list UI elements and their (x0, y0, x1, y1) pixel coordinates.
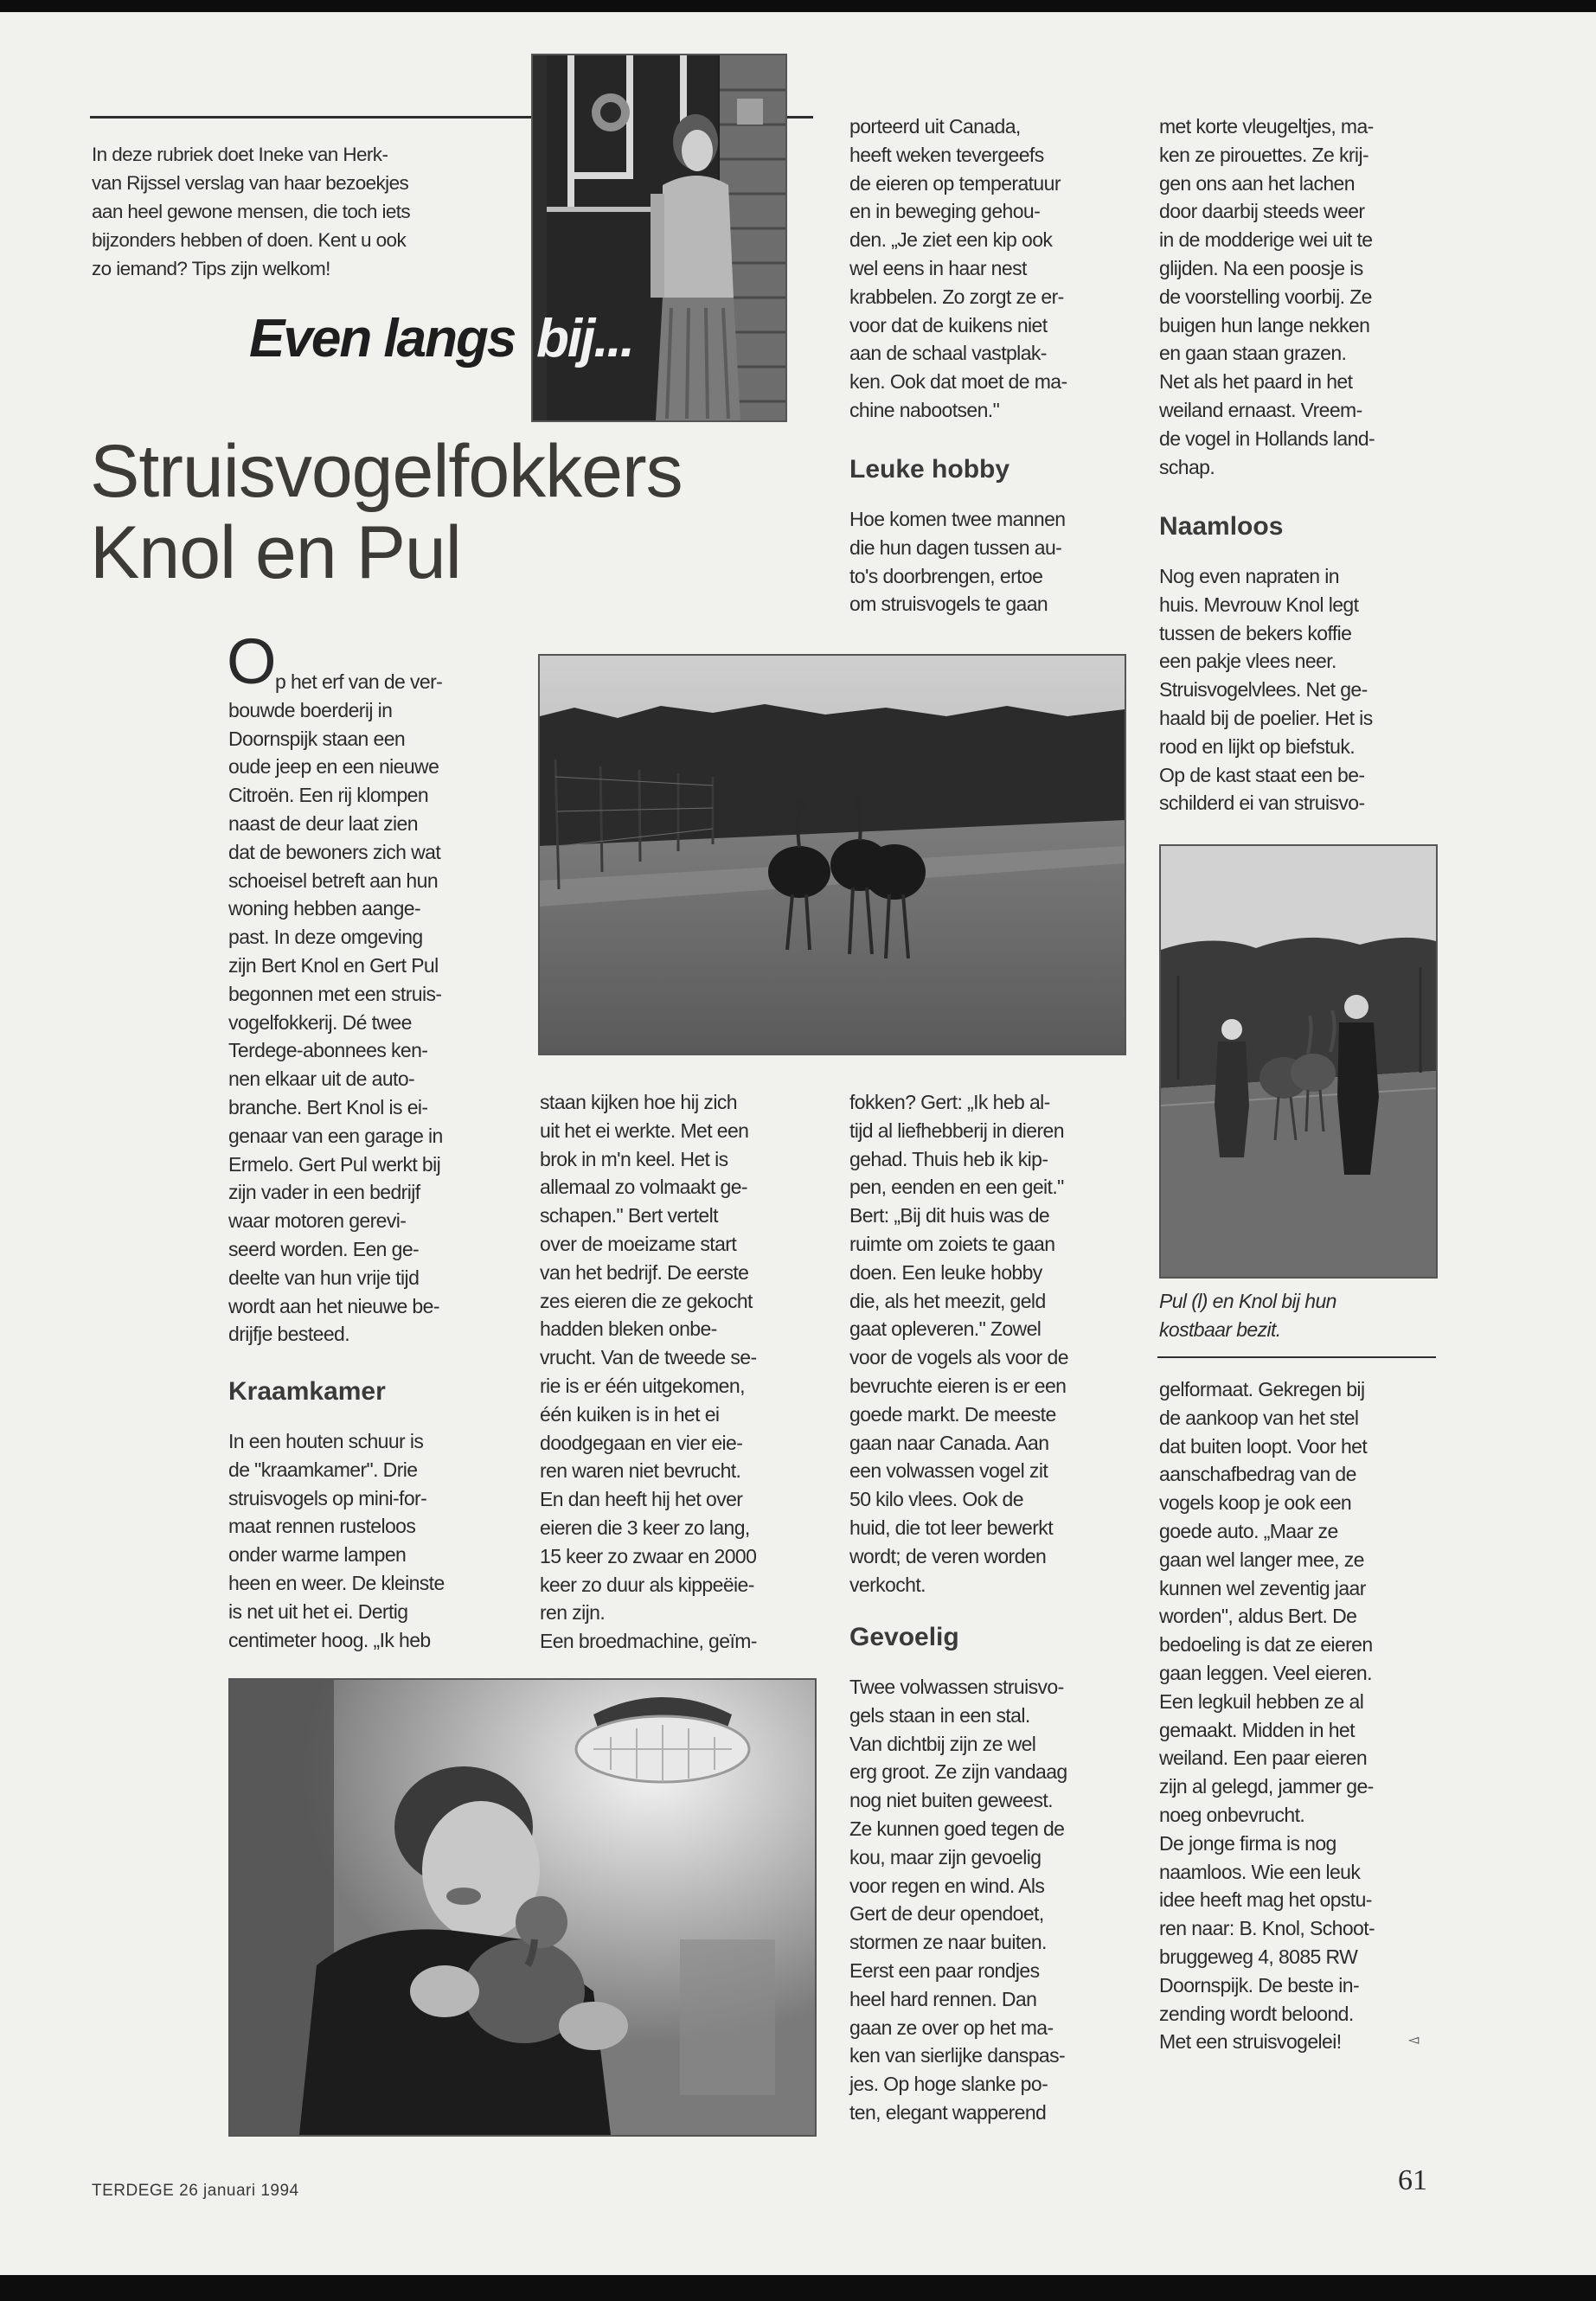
man-with-chick-image (230, 1680, 815, 2135)
article-title (90, 431, 683, 593)
caption-rule (1157, 1356, 1436, 1358)
article-title-line-2: Knol en Pul (90, 511, 461, 594)
column-1-kraamkamer: In een houten schuur is de "kraamkamer". Drie struisvogels op mini-for- maat rennen rusteloos onder warme lampen heen en weer. De kleinste is net uit het ei. Dertig centimeter hoog. „Ik heb (228, 1430, 445, 1651)
rubric-kicker-even-langs: Even langs (249, 309, 516, 369)
ostriches-field-photo (538, 654, 1126, 1055)
column-2-text: staan kijken hoe hij zich uit het ei werkte. Met een brok in m'n keel. Het is allemaal zo volmaakt ge- schapen." Bert vertelt over de moeizame start van het bedrijf. De eerste zes eieren die ze gekocht hadden bleken onbe- vrucht. Van de tweede se- rie is er één uitgekomen, één kuiken is in het ei doodgegaan en vier eie- ren waren niet bevrucht. En dan heeft hij het over eieren die 3 keer zo lang, 15 keer zo zwaar en 2000 keer zo duur als kippeëie- ren zijn. Een broedmachine, geïm- (540, 1091, 757, 1653)
column-1-lead: p het erf van de ver- bouwde boerderij in Doornspijk staan een oude jeep en een nieuwe Citroën. Een rij klompen naast de deur laat zien dat de bewoners zich wat schoeisel betreft aan hun woning hebben aange- past. In deze omgeving zijn Bert Knol en Gert Pul begonnen met een struis- vogelfokkerij. Dé twee Terdege-abonnees ken- nen elkaar uit de auto- branche. Bert Knol is ei- genaar van een garage in Ermelo. Gert Pul werkt bij zijn vader in een bedrijf waar motoren gerevi- seerd worden. Een ge- deelte van hun vrije tijd wordt aan het nieuwe be- drijfje besteed. (228, 670, 443, 1346)
drop-cap: O (227, 625, 277, 697)
man-with-chick-photo (228, 1678, 817, 2137)
page-number: 61 (1398, 2164, 1427, 2196)
author-photo (531, 54, 787, 422)
heading-kraamkamer: Kraamkamer (228, 1377, 386, 1406)
ostriches-field-image (540, 656, 1125, 1054)
article-title-line-1: Struisvogelfokkers (90, 430, 683, 513)
column-4-top: met korte vleugeltjes, ma- ken ze pirouettes. Ze krij- gen ons aan het lachen door daarbij steeds weer in de modderige wei uit te glijden. Na een poosje is de voorstelling voorbij. Ze buigen hun lange nekken en gaan staan grazen. Net als het paard in het weiland ernaast. Vreem- de vogel in Hollands land- schap. (1159, 115, 1375, 478)
rubric-intro: In deze rubriek doet Ineke van Herk- van Rijssel verslag van haar bezoekjes aan heel gewone mensen, die toch iets bijzonders hebben of doen. Kent u ook zo iemand? Tips zijn welkom! (92, 144, 411, 279)
column-4-bottom: gelformaat. Gekregen bij de aankoop van het stel dat buiten loopt. Voor het aanschafbedrag van de vogels koop je ook een goede auto. „Maar ze gaan wel langer mee, ze kunnen wel zeventig jaar worden", aldus Bert. De bedoeling is dat ze eieren gaan leggen. Veel eieren. Een legkuil hebben ze al gemaakt. Midden in het weiland. Een paar eieren zijn al gelegd, jammer ge- noeg onbevrucht. De jonge firma is nog naamloos. Wie een leuk idee heeft mag het opstu- ren naar: B. Knol, Schoot- bruggeweg 4, 8085 RW Doornspijk. De beste in- zending wordt beloond. Met een struisvogelei! (1159, 1378, 1375, 2054)
column-4-naamloos: Nog even napraten in huis. Mevrouw Knol legt tussen de bekers koffie een pakje vlees neer. Struisvogelvlees. Net ge- haald bij de poelier. Het is rood en lijkt op biefstuk. Op de kast staat een be- schilderd ei van struisvo- (1159, 565, 1373, 815)
footer-publication: TERDEGE 26 januari 1994 (92, 2182, 299, 2200)
heading-gevoelig: Gevoelig (849, 1623, 959, 1651)
magazine-page (0, 12, 1596, 2275)
column-3-top: porteerd uit Canada, heeft weken tevergeefs de eieren op temperatuur en in beweging gehou- den. „Je ziet een kip ook wel eens in haar nest krabbelen. Zo zorgt ze er- voor dat de kuikens niet aan de schaal vastplak- ken. Ook dat moet de ma- chine nabootsen." (849, 115, 1067, 421)
end-mark: ◅ (1408, 2033, 1420, 2048)
column-3-gevoelig: Twee volwassen struisvo- gels staan in een stal. Van dichtbij zijn ze wel erg groot. Ze zijn vandaag nog niet buiten geweest. Ze kunnen goed tegen de kou, maar zijn gevoelig voor regen en wind. Als Gert de deur opendoet, stormen ze naar buiten. Eerst een paar rondjes heel hard rennen. Dan gaan ze over op het ma- ken van sierlijke danspas- jes. Op hoge slanke po- ten, elegant wapperend (849, 1676, 1067, 2124)
rubric-kicker-bij: bij... (536, 309, 633, 369)
knol-pul-photo (1159, 844, 1438, 1279)
heading-leuke-hobby: Leuke hobby (849, 455, 1010, 484)
column-3-mid: fokken? Gert: „Ik heb al- tijd al liefhebberij in dieren gehad. Thuis heb ik kip- pen, eenden en een geit." Bert: „Bij dit huis was de ruimte om zoiets te gaan doen. Een leuke hobby die, als het meezit, geld gaat opleveren." Zowel voor de vogels als voor de bevruchte eieren is er een goede markt. De meeste gaan naar Canada. Aan een volwassen vogel zit 50 kilo vlees. Ook de huid, die tot leer bewerkt wordt; de veren worden verkocht. (849, 1091, 1068, 1596)
heading-naamloos: Naamloos (1159, 512, 1284, 541)
knol-pul-image (1161, 846, 1436, 1277)
photo-caption: Pul (l) en Knol bij hun kostbaar bezit. (1159, 1290, 1336, 1341)
rubric-kicker (249, 308, 515, 369)
column-3-hobby: Hoe komen twee mannen die hun dagen tussen au- to's doorbrengen, ertoe om struisvogels te gaan (849, 508, 1066, 616)
